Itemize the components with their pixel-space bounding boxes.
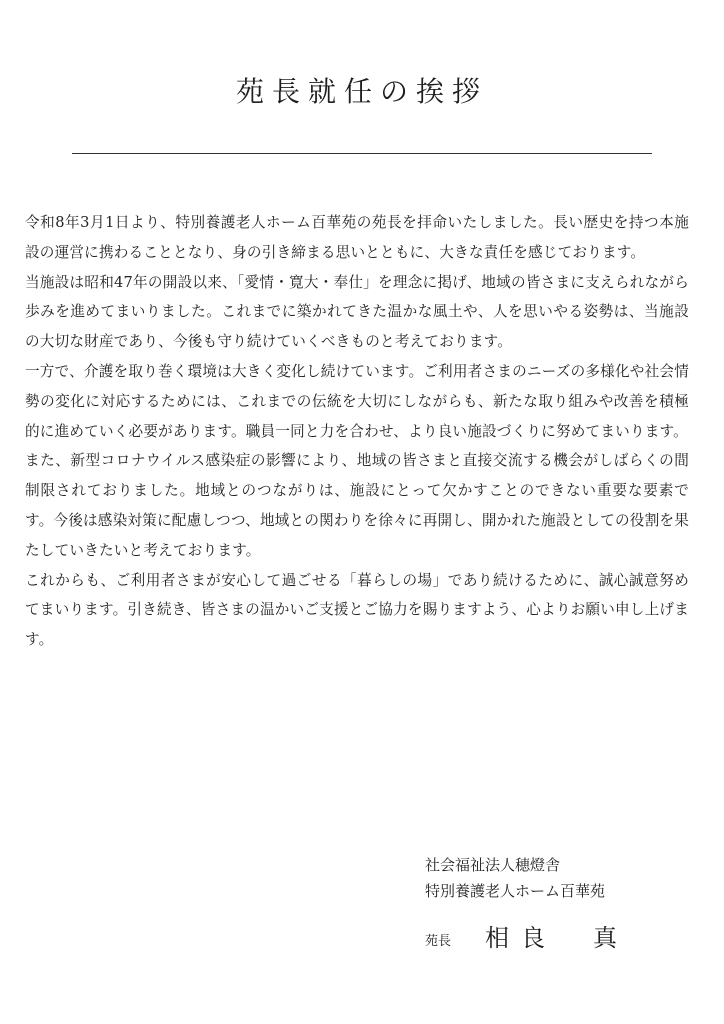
page-title: 苑長就任の挨拶: [235, 75, 488, 108]
paragraph-5: これからも、ご利用者さまが安心して過ごせる「暮らしの場」であり続けるために、誠心誠意努めてまいります。引き続き、皆さまの温かいご支援とご協力を賜りますよう、心よりお願い申し上げます。: [25, 571, 689, 649]
paragraph-2: 当施設は昭和47年の開設以来、「愛情・寛大・奉仕」を理念に掲げ、地域の皆さまに支えられながら歩みを進めてまいりました。これまでに築かれてきた温かな風土や、人を思いやる姿勢は、当施設の大切な財産であり、今後も守り続けていくべきものと考えております。: [25, 273, 689, 351]
paragraph-1: 令和8年3月1日より、特別養護老人ホーム百華苑の苑長を拝命いたしました。長い歴史を持つ本施設の運営に携わることとなり、身の引き締まる思いとともに、大きな責任を感じております。: [25, 214, 689, 261]
director-title: 苑長: [425, 934, 452, 949]
facility-name: 特別養護老人ホーム百華苑: [425, 882, 606, 900]
director-signature: [425, 918, 705, 958]
title-divider: [72, 153, 652, 154]
director-name: 相良 真: [485, 924, 629, 952]
body-text: [25, 208, 689, 655]
organization-name: 社会福祉法人穂燈舎: [425, 856, 561, 874]
paragraph-4: また、新型コロナウイルス感染症の影響により、地域の皆さまと直接交流する機会がしばらくの間制限されておりました。地域とのつながりは、施設にとって欠かすことのできない重要な要素です。今後は感染対策に配慮しつつ、地域との関わりを徐々に再開し、開かれた施設としての役割を果たしていきたいと考えております。: [25, 452, 689, 559]
paragraph-3: 一方で、介護を取り巻く環境は大きく変化し続けています。ご利用者さまのニーズの多様化や社会情勢の変化に対応するためには、これまでの伝統を大切にしながらも、新たな取り組みや改善を積極的に進めていく必要があります。職員一同と力を合わせ、より良い施設づくりに努めてまいります。: [25, 362, 689, 440]
signature-block: [425, 852, 705, 904]
